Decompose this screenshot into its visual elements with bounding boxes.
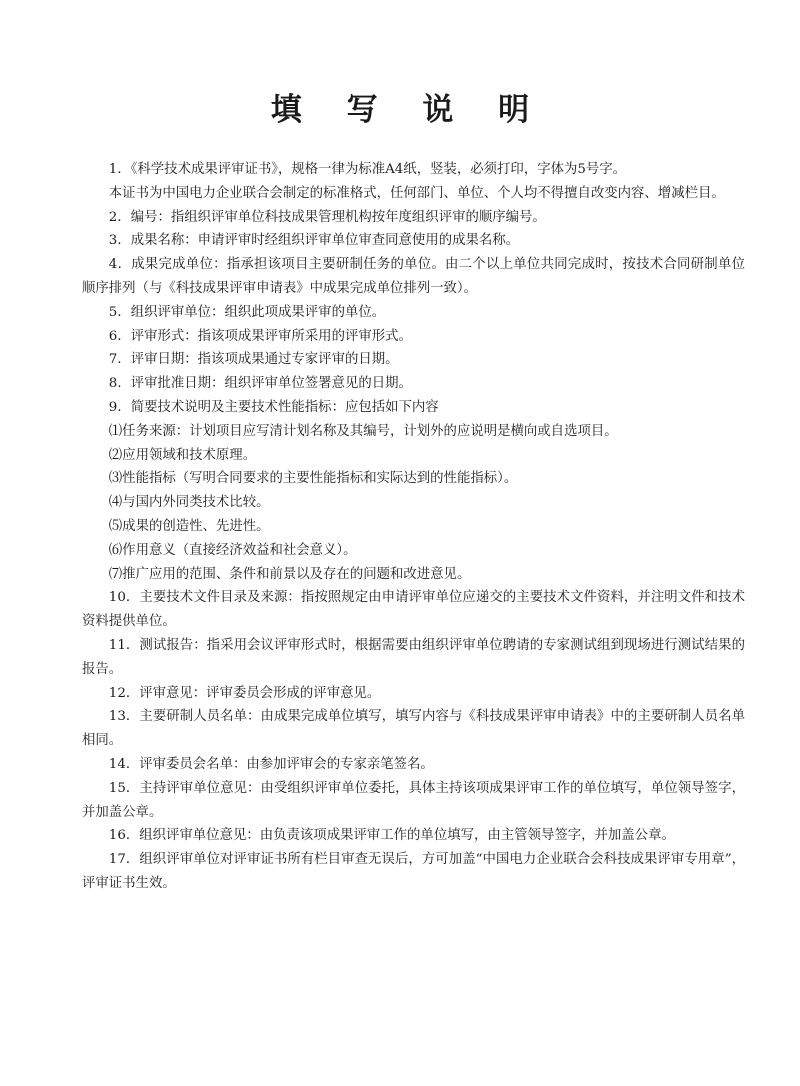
paragraph: 7．评审日期：指该项成果通过专家评审的日期。 bbox=[108, 352, 399, 368]
sub-item: ⑸成果的创造性、先进性。 bbox=[108, 518, 270, 534]
sub-item: ⑺推广应用的范围、条件和前景以及存在的问题和改进意见。 bbox=[108, 566, 471, 582]
paragraph: 5．组织评审单位：组织此项成果评审的单位。 bbox=[108, 304, 386, 320]
sub-item: ⑷与国内外同类技术比较。 bbox=[108, 495, 270, 511]
paragraph: 本证书为中国电力企业联合会制定的标准格式，任何部门、单位、个人均不得擅自改变内容、增减栏目。 bbox=[108, 185, 725, 201]
sub-item: ⑵应用领域和技术原理。 bbox=[108, 447, 257, 463]
paragraph: 12．评审意见：评审委员会形成的评审意见。 bbox=[108, 685, 381, 701]
paragraph: 13．主要研制人员名单：由成果完成单位填写，填写内容与《科技成果评审申请表》中的主要研制人员名单相同。 bbox=[82, 709, 745, 749]
paragraph: 17．组织评审单位对评审证书所有栏目审查无误后，方可加盖“中国电力企业联合会科技成果评审专用章”，评审证书生效。 bbox=[82, 852, 745, 891]
paragraph: 8．评审批准日期：组织评审单位签署意见的日期。 bbox=[108, 376, 412, 392]
paragraph: 3．成果名称：申请评审时经组织评审单位审查同意使用的成果名称。 bbox=[108, 233, 520, 249]
sub-item: ⑹作用意义（直接经济效益和社会意义）。 bbox=[108, 542, 357, 558]
instructions-body bbox=[82, 158, 745, 896]
paragraph: 9．简要技术说明及主要技术性能指标：应包括如下内容 bbox=[108, 399, 439, 415]
paragraph: 10．主要技术文件目录及来源：指按照规定由申请评审单位应递交的主要技术文件资料，并注明文件和技术资料提供单位。 bbox=[82, 590, 745, 630]
paragraph: 6．评审形式：指该项成果评审所采用的评审形式。 bbox=[108, 328, 412, 344]
paragraph: 4．成果完成单位：指承担该项目主要研制任务的单位。由二个以上单位共同完成时，按技术合同研制单位顺序排列（与《科技成果评审申请表》中成果完成单位排列一致）。 bbox=[82, 257, 745, 296]
paragraph: 15．主持评审单位意见：由受组织评审单位委托，具体主持该项成果评审工作的单位填写，单位领导签字，并加盖公章。 bbox=[82, 780, 745, 820]
paragraph: 2．编号：指组织评审单位科技成果管理机构按年度组织评审的顺序编号。 bbox=[108, 209, 546, 225]
paragraph: 11．测试报告：指采用会议评审形式时，根据需要由组织评审单位聘请的专家测试组到现场进行测试结果的报告。 bbox=[82, 637, 745, 677]
paragraph: 1．《科学技术成果评审证书》，规格一律为标准A4纸，竖装，必须打印，字体为5号字。 bbox=[108, 162, 627, 177]
sub-item: ⑶性能指标（写明合同要求的主要性能指标和实际达到的性能指标）。 bbox=[108, 471, 518, 487]
paragraph: 16．组织评审单位意见：由负责该项成果评审工作的单位填写，由主管领导签字，并加盖公章。 bbox=[108, 828, 675, 844]
paragraph: 14．评审委员会名单：由参加评审会的专家亲笔签名。 bbox=[108, 756, 434, 772]
page-title: 填 写 说 明 bbox=[270, 92, 547, 128]
sub-item: ⑴任务来源：计划项目应写清计划名称及其编号，计划外的应说明是横向或自选项目。 bbox=[108, 423, 618, 439]
